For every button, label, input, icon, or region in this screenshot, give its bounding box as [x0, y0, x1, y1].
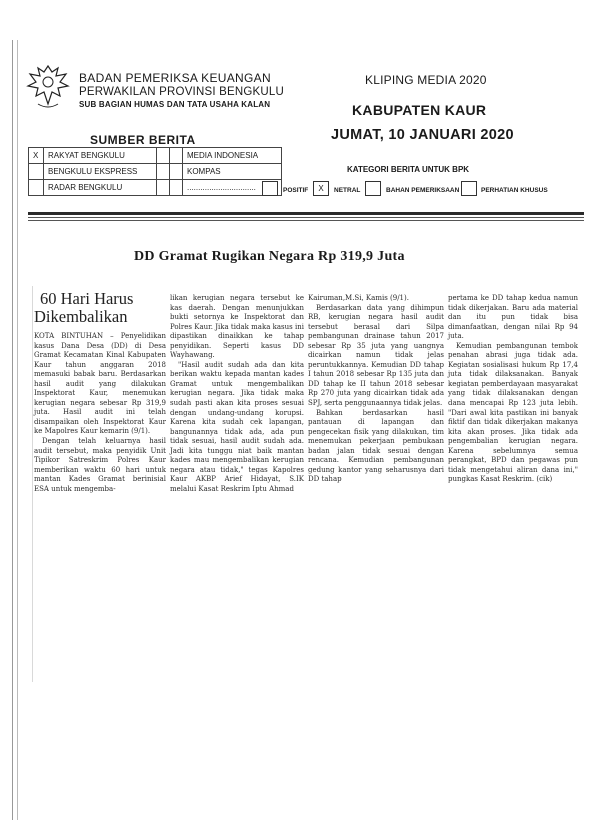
- source-row: [29, 148, 282, 164]
- paragraph: pertama ke DD tahap kedua namun tidak dikerjakan. Baru ada material dan itu pun tidak bisa dimanfaatkan, dengan nilai Rp 94 juta.: [448, 294, 578, 341]
- paragraph: KOTA BINTUHAN – Penyelidikan kasus Dana Desa (DD) di Desa Gramat Kecamatan Kinal Kabupaten Kaur tahun anggaran 2018 memasuki babak baru. Berdasarkan hasil audit yang dilakukan Inspektorat Kaur, menemukan kerugian negara sebesar Rp 319,9 juta. Hasil audit ini telah disampaikan oleh Inspektorat Kaur ke Mapolres Kaur kemarin (9/1).: [34, 332, 166, 436]
- article-column-4: [448, 294, 578, 485]
- source-other: ...............................: [183, 180, 282, 196]
- category-label: POSITIF: [283, 187, 309, 194]
- source-row: [29, 180, 282, 196]
- header-divider: [28, 220, 584, 221]
- category-checkbox: [461, 181, 477, 196]
- kliping-title: KLIPING MEDIA 2020: [365, 73, 487, 87]
- source-mark: X: [29, 148, 44, 164]
- clipping-shadow: [32, 286, 33, 682]
- paragraph: Berdasarkan data yang dihimpun RB, kerugian negara hasil audit tersebut berasal dari Silpa pembangunan drainase tahun 2017 sebesar Rp 35 juta yang uangnya dicairkan namun tidak jelas peruntukkannya. Kemudian DD tahap I tahun 2018 sebesar Rp 135 juta dan DD tahap ke II tahun 2018 sebesar Rp 270 juta yang dicairkan tidak ada SPJ, serta penggunaannya tidak jelas.: [308, 303, 444, 408]
- org-name: BADAN PEMERIKSA KEUANGAN: [79, 71, 271, 85]
- paragraph: "Hasil audit sudah ada dan kita berikan waktu kepada mantan kades Gramat untuk mengembalikan kerugian negara. Jika tidak maka sudah pasti akan kita proses sesuai dengan undang-undang korupsi. Karena kita sudah cek lapangan, bangunannya tidak ada, ada pun tidak sesuai, hasil audit sudah ada. Jadi kita tunggu niat baik mantan kades mau mengembalikan kerugian negara atau tidak," tegas Kapolres Kaur AKBP Arief Hidayat, S.IK melalui Kasat Reskrim Iptu Ahmad: [170, 360, 304, 493]
- header-divider: [28, 217, 584, 218]
- article-subhead: [34, 290, 133, 326]
- paragraph: likan kerugian negara tersebut ke kas daerah. Dengan menunjukkan bukti setornya ke Inspektorat dan Polres Kaur. Jika tidak maka kasus ini dipastikan dinaikkan ke tahap penyidikan. Seperti kasus DD Wayhawang.: [170, 294, 304, 360]
- article-headline: DD Gramat Rugikan Negara Rp 319,9 Juta: [134, 249, 405, 264]
- article-column-1: [34, 332, 166, 494]
- source-other: KOMPAS: [183, 164, 282, 180]
- header-divider: [28, 212, 584, 215]
- source-name: BENGKULU EKSPRESS: [44, 164, 157, 180]
- sumber-berita-title: SUMBER BERITA: [90, 133, 196, 147]
- paragraph: Kairuman,M.Si, Kamis (9/1).: [308, 294, 409, 302]
- org-division: SUB BAGIAN HUMAS DAN TATA USAHA KALAN: [79, 100, 271, 109]
- source-blank: [170, 180, 183, 196]
- source-blank: [157, 180, 170, 196]
- subhead-line: Dikembalikan: [34, 307, 128, 326]
- paragraph: Dengan telah keluarnya hasil audit tersebut, maka penyidik Unit Tipikor Satreskrim Polres Kaur memberikan waktu 60 hari untuk mantan Kades Gramat berinisial ESA untuk mengemba-: [34, 437, 166, 493]
- source-other: MEDIA INDONESIA: [183, 148, 282, 164]
- garuda-logo: [24, 60, 72, 112]
- scan-edge-line: [12, 40, 13, 820]
- subhead-line: 60 Hari Harus: [40, 289, 134, 308]
- publication-date: JUMAT, 10 JANUARI 2020: [331, 127, 514, 143]
- source-blank: [170, 164, 183, 180]
- category-label: PERHATIAN KHUSUS: [481, 187, 548, 194]
- article-column-2: [170, 294, 304, 494]
- paragraph: Bahkan berdasarkan hasil pantauan di lapangan dan pengecekan fisik yang dilakukan, tim menemukan pekerjaan pembukaan badan jalan tidak sesuai dengan rencana. Kemudian pembangunan gedung kantor yang seharusnya dari DD tahap: [308, 408, 444, 484]
- org-branch: PERWAKILAN PROVINSI BENGKULU: [79, 86, 284, 98]
- source-name: RAKYAT BENGKULU: [44, 148, 157, 164]
- category-checkbox: X: [313, 181, 329, 196]
- category-label: NETRAL: [334, 187, 361, 194]
- source-row: [29, 164, 282, 180]
- source-table: [28, 147, 282, 196]
- source-mark: [29, 180, 44, 196]
- source-blank: [170, 148, 183, 164]
- kategori-title: KATEGORI BERITA UNTUK BPK: [347, 165, 470, 174]
- category-checkbox: [365, 181, 381, 196]
- region-title: KABUPATEN KAUR: [352, 102, 487, 118]
- category-checkbox: [262, 181, 278, 196]
- source-blank: [157, 148, 170, 164]
- source-blank: [157, 164, 170, 180]
- source-mark: [29, 164, 44, 180]
- scan-edge-line: [17, 40, 18, 820]
- category-label: BAHAN PEMERIKSAAN: [386, 187, 460, 194]
- paragraph: Kemudian pembangunan tembok penahan abrasi juga tidak ada. Kegiatan sosialisasi hukum Rp 17,4 juta tidak dilaksanakan. Banyak kegiatan pemberdayaan masyarakat yang tidak dilaksanakan dengan dana mencapai Rp 123 juta lebih. "Dari awal kita pastikan ini banyak fiktif dan tidak dikerjakan makanya kita akan proses. Jika tidak ada pengembalian kerugian negara. Karena sebelumnya semua perangkat, BPD dan pegawas pun tidak mengetahui aliran dana ini," pungkas Kasat Reskrim. (cik): [448, 341, 578, 484]
- article-column-3: [308, 294, 444, 485]
- source-name: RADAR BENGKULU: [44, 180, 157, 196]
